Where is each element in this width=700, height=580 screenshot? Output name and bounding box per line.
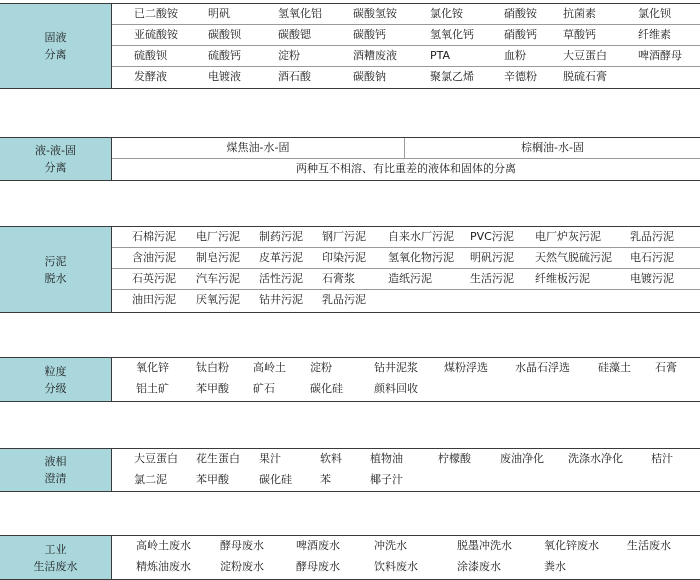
item-label: 皮革污泥 <box>259 251 303 264</box>
items-area <box>112 4 700 88</box>
item-label: 电镀液 <box>208 70 241 83</box>
category-line-1: 污泥 <box>44 254 67 268</box>
items-area <box>112 536 700 579</box>
item-row <box>112 358 700 378</box>
item-label: 苯 <box>320 473 331 486</box>
item-label: 酵母废水 <box>220 539 264 552</box>
section-solid-liquid <box>0 3 700 89</box>
item-label: 汽车污泥 <box>196 272 240 285</box>
item-label: 碳酸锶 <box>278 28 311 41</box>
item-label: 碳化硅 <box>310 382 343 395</box>
item-row <box>112 46 700 67</box>
item-label: 氢氧化钙 <box>430 28 474 41</box>
item-label: 涂漆废水 <box>457 560 501 573</box>
category-line-1: 液-液-固 <box>35 144 76 157</box>
items-area <box>112 449 700 491</box>
category-line-2: 分级 <box>44 381 67 395</box>
item-label: 造纸污泥 <box>388 272 432 285</box>
item-label: 明矾 <box>208 7 230 20</box>
items-area <box>112 138 700 180</box>
item-label: 苯甲酸 <box>196 382 229 395</box>
item-row <box>112 449 700 469</box>
item-label: 淀粉废水 <box>220 560 264 573</box>
item-row <box>112 227 700 248</box>
item-label: 精炼油废水 <box>136 560 191 573</box>
item-label: 高岭土 <box>253 361 286 374</box>
items-area <box>112 358 700 401</box>
category-cell <box>0 358 112 401</box>
item-row <box>112 4 700 25</box>
item-label: 厌氧污泥 <box>196 293 240 306</box>
item-label: 印染污泥 <box>322 251 366 264</box>
item-label: 大豆蛋白 <box>134 452 178 465</box>
item-label: 制药污泥 <box>259 230 303 243</box>
category-line-2: 分离 <box>44 161 67 174</box>
category-cell <box>0 227 112 312</box>
description-row: 两种互不相溶、有比重差的液体和固体的分离 <box>296 162 516 175</box>
item-label: 草酸钙 <box>563 28 596 41</box>
item-label: 颜料回收 <box>374 382 418 395</box>
item-label: 啤酒酵母 <box>638 49 682 62</box>
split-row <box>112 138 700 159</box>
item-label: 油田污泥 <box>132 293 176 306</box>
item-label: 硝酸钙 <box>504 28 537 41</box>
item-label: 脱墨冲洗水 <box>457 539 512 552</box>
item-label: 氧化锌废水 <box>544 539 599 552</box>
category-cell <box>0 536 112 579</box>
item-label: 酒糟废液 <box>353 49 397 62</box>
item-label: 酒石酸 <box>278 70 311 83</box>
item-row <box>112 248 700 269</box>
item-label: 明矾污泥 <box>470 251 514 264</box>
item-label: PVC污泥 <box>470 230 514 243</box>
item-row <box>112 269 700 290</box>
item-label: 已二酸铵 <box>134 7 178 20</box>
item-label: 生活污泥 <box>470 272 514 285</box>
item-label: 钛白粉 <box>196 361 229 374</box>
item-label: PTA <box>430 49 451 62</box>
item-row <box>112 290 700 310</box>
item-label: 氢氧化物污泥 <box>388 251 454 264</box>
category-line-2: 脱水 <box>44 271 67 285</box>
section-sludge <box>0 226 700 313</box>
item-label: 软料 <box>320 452 342 465</box>
item-row <box>112 557 700 577</box>
item-row <box>112 470 700 490</box>
item-label: 高岭土废水 <box>136 539 191 552</box>
category-line-2: 生活废水 <box>33 559 78 573</box>
item-label: 碳化硅 <box>259 473 292 486</box>
item-label: 水晶石浮选 <box>515 361 570 374</box>
item-label: 发酵液 <box>134 70 167 83</box>
category-cell <box>0 138 112 180</box>
item-row <box>112 67 700 87</box>
item-label: 饮料废水 <box>374 560 418 573</box>
item-label: 石膏 <box>655 361 677 374</box>
item-label: 电厂炉灰污泥 <box>535 230 601 243</box>
item-label: 矿石 <box>253 382 275 395</box>
item-label: 乳品污泥 <box>630 230 674 243</box>
item-label: 血粉 <box>504 49 526 62</box>
category-cell <box>0 449 112 491</box>
item-label: 洗涤水净化 <box>568 452 623 465</box>
items-area <box>112 227 700 312</box>
split-item-right: 棕榈油-水-固 <box>521 141 584 154</box>
item-label: 柠檬酸 <box>438 452 471 465</box>
item-label: 辛德粉 <box>504 70 537 83</box>
item-label: 氧化锌 <box>136 361 169 374</box>
item-label: 石英污泥 <box>132 272 176 285</box>
item-label: 碳酸钙 <box>353 28 386 41</box>
item-label: 氢氧化铝 <box>278 7 322 20</box>
item-label: 硫酸钙 <box>208 49 241 62</box>
item-label: 制皂污泥 <box>196 251 240 264</box>
item-row <box>112 536 700 556</box>
item-label: 酵母废水 <box>296 560 340 573</box>
category-cell <box>0 4 112 88</box>
item-label: 天然气脱硫污泥 <box>535 251 612 264</box>
item-label: 啤酒废水 <box>296 539 340 552</box>
item-label: 活性污泥 <box>259 272 303 285</box>
item-label: 亚硫酸铵 <box>134 28 178 41</box>
category-line-2: 澄清 <box>44 472 67 485</box>
item-label: 纤维板污泥 <box>535 272 590 285</box>
item-label: 煤粉浮选 <box>444 361 488 374</box>
item-label: 桔汁 <box>651 452 673 465</box>
item-label: 植物油 <box>370 452 403 465</box>
item-label: 电石污泥 <box>630 251 674 264</box>
item-label: 硫酸钡 <box>134 49 167 62</box>
item-label: 硅藻土 <box>598 361 631 374</box>
item-label: 淀粉 <box>310 361 332 374</box>
item-label: 钻井泥浆 <box>374 361 418 374</box>
section-liquid-liquid-solid <box>0 137 700 181</box>
item-label: 硝酸铵 <box>504 7 537 20</box>
item-label: 含油污泥 <box>132 251 176 264</box>
item-label: 电镀污泥 <box>630 272 674 285</box>
section-wastewater <box>0 535 700 580</box>
item-label: 石棉污泥 <box>132 230 176 243</box>
item-label: 氯化钡 <box>638 7 671 20</box>
item-label: 生活废水 <box>627 539 671 552</box>
item-label: 钻井污泥 <box>259 293 303 306</box>
section-clarify <box>0 448 700 492</box>
item-label: 废油净化 <box>500 452 544 465</box>
category-line-1: 粒度 <box>44 364 67 378</box>
split-item-left: 煤焦油-水-固 <box>112 138 405 158</box>
category-line-1: 工业 <box>44 542 67 556</box>
item-label: 大豆蛋白 <box>563 49 607 62</box>
category-line-1: 液相 <box>44 455 67 468</box>
item-label: 椰子汁 <box>370 473 403 486</box>
item-row <box>112 25 700 46</box>
item-label: 电厂污泥 <box>196 230 240 243</box>
item-label: 脱硫石膏 <box>563 70 607 83</box>
item-label: 果汁 <box>259 452 281 465</box>
item-label: 聚氯乙烯 <box>430 70 474 83</box>
item-label: 自来水厂污泥 <box>388 230 454 243</box>
category-line-1: 固液 <box>44 31 67 44</box>
item-label: 碳酸钠 <box>353 70 386 83</box>
category-line-2: 分离 <box>44 48 67 61</box>
section-particle <box>0 357 700 402</box>
item-label: 粪水 <box>544 560 566 573</box>
item-label: 抗菌素 <box>563 7 596 20</box>
item-label: 铝土矿 <box>136 382 169 395</box>
item-label: 乳品污泥 <box>322 293 366 306</box>
item-label: 淀粉 <box>278 49 300 62</box>
item-label: 冲洗水 <box>374 539 407 552</box>
item-label: 碳酸钡 <box>208 28 241 41</box>
item-label: 氯化铵 <box>430 7 463 20</box>
item-label: 花生蛋白 <box>196 452 240 465</box>
item-label: 碳酸氢铵 <box>353 7 397 20</box>
item-row <box>112 379 700 399</box>
item-label: 纤维素 <box>638 28 671 41</box>
item-label: 石膏浆 <box>322 272 355 285</box>
item-label: 钢厂污泥 <box>322 230 366 243</box>
item-label: 氯二泥 <box>134 473 167 486</box>
item-label: 苯甲酸 <box>196 473 229 486</box>
